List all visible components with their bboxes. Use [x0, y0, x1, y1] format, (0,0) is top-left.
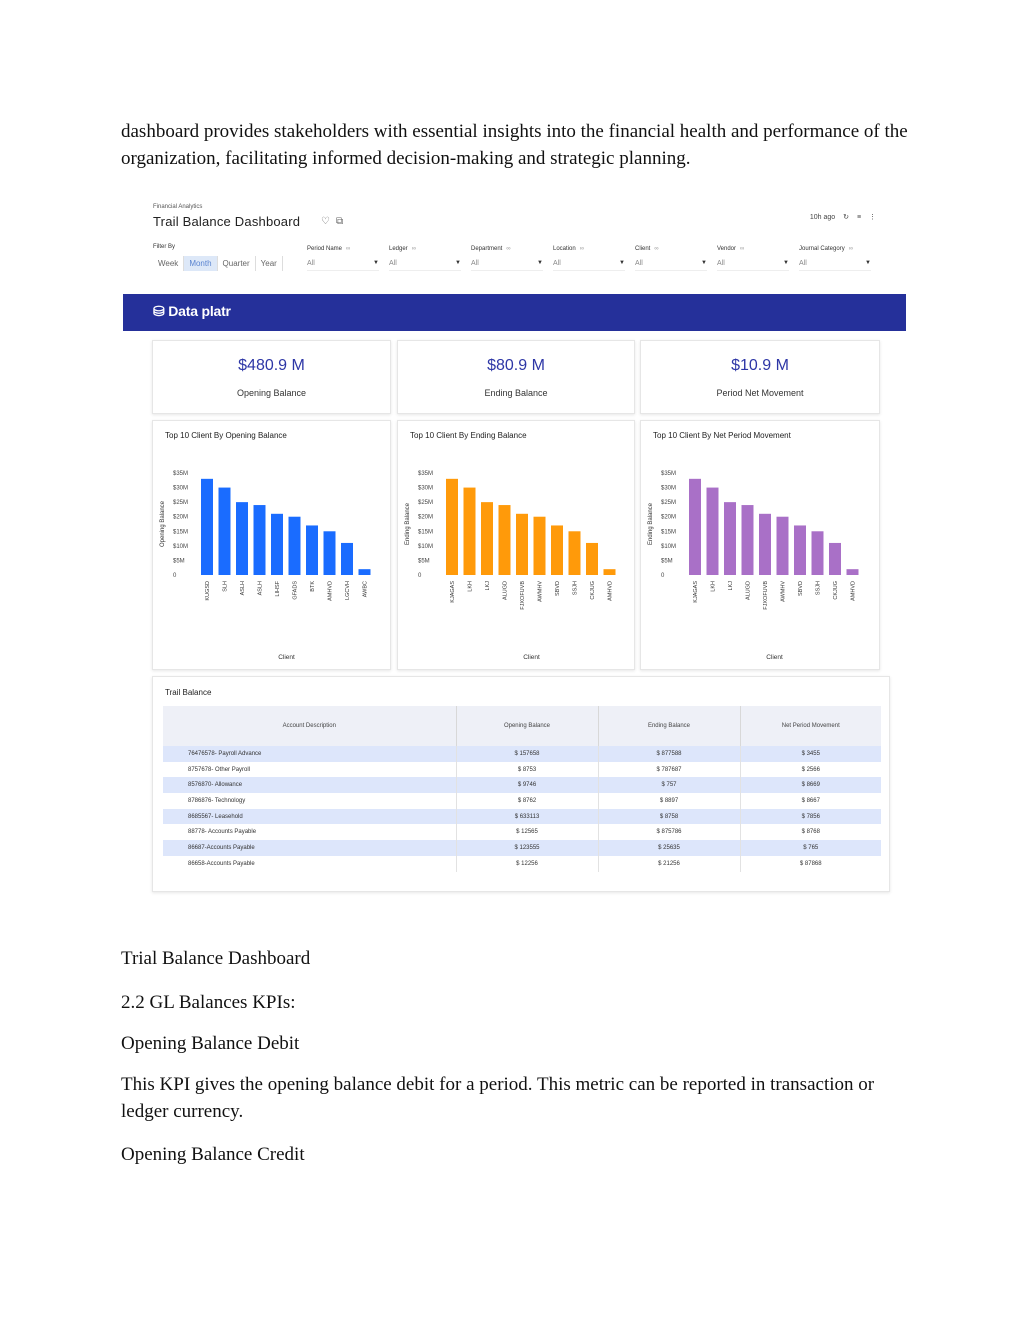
- y-tick-label: $30M: [661, 485, 677, 492]
- filter-by-label: Filter By: [153, 244, 176, 250]
- table-cell: $ 8768: [740, 824, 881, 840]
- dropdown-icon: ▼: [783, 260, 789, 266]
- y-tick-label: $35M: [173, 471, 189, 477]
- bar[interactable]: [481, 502, 493, 575]
- bar[interactable]: [829, 543, 841, 575]
- dashboard-title: Trail Balance Dashboard: [153, 214, 301, 229]
- table-cell: $ 8669: [740, 777, 881, 793]
- kpi-card-ending: [397, 340, 635, 414]
- y-tick-label: $15M: [661, 529, 677, 536]
- y-tick-label: $25M: [173, 500, 189, 507]
- x-tick-label: KJAGAS: [693, 581, 699, 603]
- filter-location[interactable]: Location ∞ All ▼: [553, 246, 625, 271]
- x-tick-label: LKH: [710, 581, 717, 592]
- column-header[interactable]: Ending Balance: [598, 706, 740, 746]
- y-tick-label: 0: [173, 573, 177, 579]
- bar[interactable]: [812, 531, 824, 575]
- table-row[interactable]: [163, 809, 881, 825]
- y-tick-label: $15M: [173, 529, 189, 536]
- kpi-heading-opening-credit: Opening Balance Credit: [121, 1144, 305, 1165]
- bar[interactable]: [847, 569, 859, 575]
- y-tick-label: 0: [661, 573, 665, 579]
- breadcrumb: Financial Analytics: [153, 204, 203, 210]
- bar[interactable]: [289, 517, 301, 575]
- y-axis-label: Ending Balance: [405, 502, 411, 546]
- bar[interactable]: [586, 543, 598, 575]
- filter-vendor[interactable]: Vendor ∞ All ▼: [717, 246, 789, 271]
- x-tick-label: AMHVD: [850, 581, 857, 601]
- x-tick-label: SSJH: [815, 581, 822, 596]
- y-tick-label: $35M: [418, 471, 434, 477]
- y-axis-label: Ending Balance: [648, 502, 654, 546]
- dropdown-icon: ▼: [619, 260, 625, 266]
- bar[interactable]: [201, 479, 213, 575]
- table-cell: $ 3455: [740, 746, 881, 762]
- heart-icon[interactable]: ♡: [321, 216, 330, 227]
- y-tick-label: $30M: [418, 485, 434, 492]
- x-tick-label: LGCVH: [345, 581, 351, 600]
- table-row[interactable]: [163, 793, 881, 809]
- x-tick-label: SBVD: [798, 581, 804, 596]
- y-tick-label: $10M: [418, 543, 434, 550]
- filter-period-name[interactable]: Period Name ∞ All ▼: [307, 246, 379, 271]
- bar[interactable]: [236, 502, 248, 575]
- opening-balance-chart: [153, 421, 392, 671]
- intro-paragraph: dashboard provides stakeholders with essential insights into the financial health and performance of the organization, facilitating informed decision-making and strategic planning.: [121, 121, 908, 169]
- database-icon: ⛁: [153, 303, 165, 319]
- x-axis-label: Client: [278, 654, 295, 661]
- table-title: Trail Balance: [165, 688, 212, 697]
- y-tick-label: $5M: [173, 558, 185, 565]
- bar[interactable]: [724, 502, 736, 575]
- kpi-heading-opening-debit: Opening Balance Debit: [121, 1033, 300, 1054]
- x-tick-label: LKJ: [485, 581, 491, 591]
- y-axis-label: Opening Balance: [160, 500, 166, 548]
- y-tick-label: $30M: [173, 485, 189, 492]
- kpi-value: $80.9 M: [487, 357, 545, 374]
- link-icon: ∞: [411, 246, 416, 252]
- x-tick-label: FJXOFUVB: [520, 581, 526, 610]
- link-icon: ∞: [346, 246, 351, 252]
- table-cell: $ 2566: [740, 762, 881, 778]
- x-tick-label: AMHVD: [607, 581, 614, 601]
- table-cell: $ 21256: [598, 856, 740, 872]
- column-header[interactable]: Account Description: [163, 706, 456, 746]
- x-tick-label: ASLH: [240, 581, 246, 596]
- bar[interactable]: [551, 525, 563, 575]
- net-movement-chart: [641, 421, 881, 671]
- bar[interactable]: [219, 488, 231, 575]
- table-cell: $ 8758: [598, 809, 740, 825]
- y-tick-label: $25M: [418, 500, 434, 507]
- bar[interactable]: [271, 514, 283, 575]
- table-cell: 8576870- Allowance: [163, 777, 456, 793]
- table-cell: $ 875786: [598, 824, 740, 840]
- table-cell: 86687-Accounts Payable: [163, 840, 456, 856]
- filter-icon[interactable]: ≡: [856, 214, 862, 221]
- kpi-value: $10.9 M: [731, 357, 789, 374]
- table-cell: 86658-Accounts Payable: [163, 856, 456, 872]
- bar[interactable]: [569, 531, 581, 575]
- dropdown-icon: ▼: [455, 260, 461, 266]
- more-icon[interactable]: ⋮: [869, 214, 876, 221]
- copy-icon[interactable]: ⧉: [335, 216, 344, 227]
- x-tick-label: AMHVD: [327, 581, 334, 601]
- y-tick-label: 0: [418, 573, 422, 579]
- x-tick-label: BTK: [310, 581, 316, 592]
- period-month[interactable]: Month: [184, 256, 217, 271]
- filter-department[interactable]: Department ∞ All ▼: [471, 246, 543, 271]
- y-tick-label: $20M: [661, 514, 677, 521]
- table-cell: $ 8762: [456, 793, 598, 809]
- y-tick-label: $25M: [661, 500, 677, 507]
- period-year[interactable]: Year: [256, 256, 283, 271]
- x-tick-label: AWBC: [362, 581, 369, 598]
- bar[interactable]: [516, 514, 528, 575]
- x-tick-label: SBVD: [555, 581, 561, 596]
- kpi-card-net-movement: [640, 340, 880, 414]
- table-cell: $ 123555: [456, 840, 598, 856]
- table-cell: 8685567- Leasehold: [163, 809, 456, 825]
- table-row[interactable]: [163, 840, 881, 856]
- kpi-value: $480.9 M: [238, 357, 305, 374]
- ending-balance-chart: [398, 421, 636, 671]
- table-row[interactable]: [163, 777, 881, 793]
- table-cell: $ 9746: [456, 777, 598, 793]
- table-cell: $ 757: [598, 777, 740, 793]
- y-tick-label: $5M: [661, 558, 673, 565]
- table-cell: $ 787687: [598, 762, 740, 778]
- bar[interactable]: [742, 505, 754, 575]
- table-cell: $ 12565: [456, 824, 598, 840]
- filter-client[interactable]: Client ∞ All ▼: [635, 246, 707, 271]
- filter-journal-category[interactable]: Journal Category ∞ All ▼: [799, 246, 871, 271]
- kpi-label: Period Net Movement: [716, 388, 804, 398]
- chart-title: Top 10 Client By Opening Balance: [165, 431, 287, 440]
- chart-card-ending: [397, 420, 635, 670]
- chart-title: Top 10 Client By Ending Balance: [410, 431, 527, 440]
- dropdown-icon: ▼: [537, 260, 543, 266]
- table-cell: 8757678- Other Payroll: [163, 762, 456, 778]
- x-tick-label: KUGSD: [205, 581, 211, 601]
- dropdown-icon: ▼: [701, 260, 707, 266]
- updated-time: 10h ago: [809, 214, 836, 221]
- y-tick-label: $15M: [418, 529, 434, 536]
- y-tick-label: $10M: [173, 543, 189, 550]
- y-tick-label: $5M: [418, 558, 430, 565]
- bar[interactable]: [359, 569, 371, 575]
- table-cell: $ 157658: [456, 746, 598, 762]
- dashboard-screenshot: [123, 196, 906, 896]
- x-tick-label: LKH: [467, 581, 474, 592]
- bar[interactable]: [446, 479, 458, 575]
- kpi-label: Ending Balance: [484, 388, 548, 398]
- refresh-icon[interactable]: ↻: [843, 214, 849, 221]
- brand-bar: [123, 294, 906, 331]
- bar[interactable]: [707, 488, 719, 575]
- bar[interactable]: [794, 525, 806, 575]
- x-tick-label: ALUGD: [502, 581, 509, 600]
- column-header[interactable]: Net Period Movement: [740, 706, 881, 746]
- x-tick-label: FJXOFUVB: [763, 581, 769, 610]
- link-icon: ∞: [506, 246, 511, 252]
- kpi-label: Opening Balance: [236, 388, 307, 398]
- bar[interactable]: [759, 514, 771, 575]
- chart-card-net-movement: [640, 420, 880, 670]
- bar[interactable]: [777, 517, 789, 575]
- table-row[interactable]: [163, 762, 881, 778]
- table-cell: $ 877588: [598, 746, 740, 762]
- x-tick-label: GFADS: [292, 581, 299, 600]
- table-row[interactable]: [163, 824, 881, 840]
- period-week[interactable]: Week: [153, 256, 184, 271]
- kpi-card-opening: [152, 340, 391, 414]
- x-tick-label: SSJH: [572, 581, 579, 596]
- period-toggle: [153, 256, 283, 271]
- table-row[interactable]: [163, 746, 881, 762]
- table-row[interactable]: [163, 856, 881, 872]
- table-cell: 88778- Accounts Payable: [163, 824, 456, 840]
- column-header[interactable]: Opening Balance: [456, 706, 598, 746]
- table-cell: $ 7856: [740, 809, 881, 825]
- bar[interactable]: [254, 505, 266, 575]
- y-tick-label: $20M: [418, 514, 434, 521]
- bar[interactable]: [604, 569, 616, 575]
- filter-ledger[interactable]: Ledger ∞ All ▼: [389, 246, 461, 271]
- x-tick-label: AWMHV: [537, 581, 544, 602]
- period-quarter[interactable]: Quarter: [218, 256, 256, 271]
- table-cell: $ 8897: [598, 793, 740, 809]
- x-tick-label: LKJ: [728, 581, 734, 591]
- dropdown-icon: ▼: [373, 260, 379, 266]
- table-cell: $ 633113: [456, 809, 598, 825]
- y-tick-label: $20M: [173, 514, 189, 521]
- bar[interactable]: [324, 531, 336, 575]
- bar[interactable]: [306, 525, 318, 575]
- y-tick-label: $10M: [661, 543, 677, 550]
- x-tick-label: ALUGD: [745, 581, 752, 600]
- table-cell: $ 87868: [740, 856, 881, 872]
- link-icon: ∞: [579, 246, 584, 252]
- table-cell: 8786876- Technology: [163, 793, 456, 809]
- brand-logo: ⛁ Data platr: [153, 303, 231, 319]
- dropdown-icon: ▼: [865, 260, 871, 266]
- kpi-description-opening-debit: This KPI gives the opening balance debit for a period. This metric can be reported in transaction or ledger currency.: [121, 1074, 875, 1122]
- table-cell: $ 8753: [456, 762, 598, 778]
- bar[interactable]: [689, 479, 701, 575]
- link-icon: ∞: [740, 246, 745, 252]
- x-tick-label: CKJUG: [833, 581, 839, 600]
- bar[interactable]: [341, 543, 353, 575]
- x-tick-label: AWMHV: [780, 581, 787, 602]
- y-tick-label: $35M: [661, 471, 677, 477]
- table-cell: $ 12256: [456, 856, 598, 872]
- x-tick-label: KJAGAS: [450, 581, 456, 603]
- x-axis-label: Client: [523, 654, 540, 661]
- table-cell: 76476578- Payroll Advance: [163, 746, 456, 762]
- x-tick-label: LIHSF: [275, 581, 281, 597]
- x-axis-label: Client: [766, 654, 783, 661]
- chart-title: Top 10 Client By Net Period Movement: [653, 431, 791, 440]
- chart-card-opening: [152, 420, 391, 670]
- table-cell: $ 765: [740, 840, 881, 856]
- link-icon: ∞: [654, 246, 659, 252]
- link-icon: ∞: [848, 246, 853, 252]
- section-heading: 2.2 GL Balances KPIs:: [121, 992, 296, 1013]
- table-cell: $ 8667: [740, 793, 881, 809]
- trail-balance-table: [163, 706, 881, 872]
- figure-caption: Trial Balance Dashboard: [121, 948, 311, 969]
- table-cell: $ 25635: [598, 840, 740, 856]
- x-tick-label: SLH: [222, 581, 229, 592]
- trail-balance-table-card: [152, 676, 890, 892]
- bar[interactable]: [534, 517, 546, 575]
- bar[interactable]: [464, 488, 476, 575]
- bar[interactable]: [499, 505, 511, 575]
- x-tick-label: ASLH: [257, 581, 264, 596]
- x-tick-label: CKJUG: [590, 581, 596, 600]
